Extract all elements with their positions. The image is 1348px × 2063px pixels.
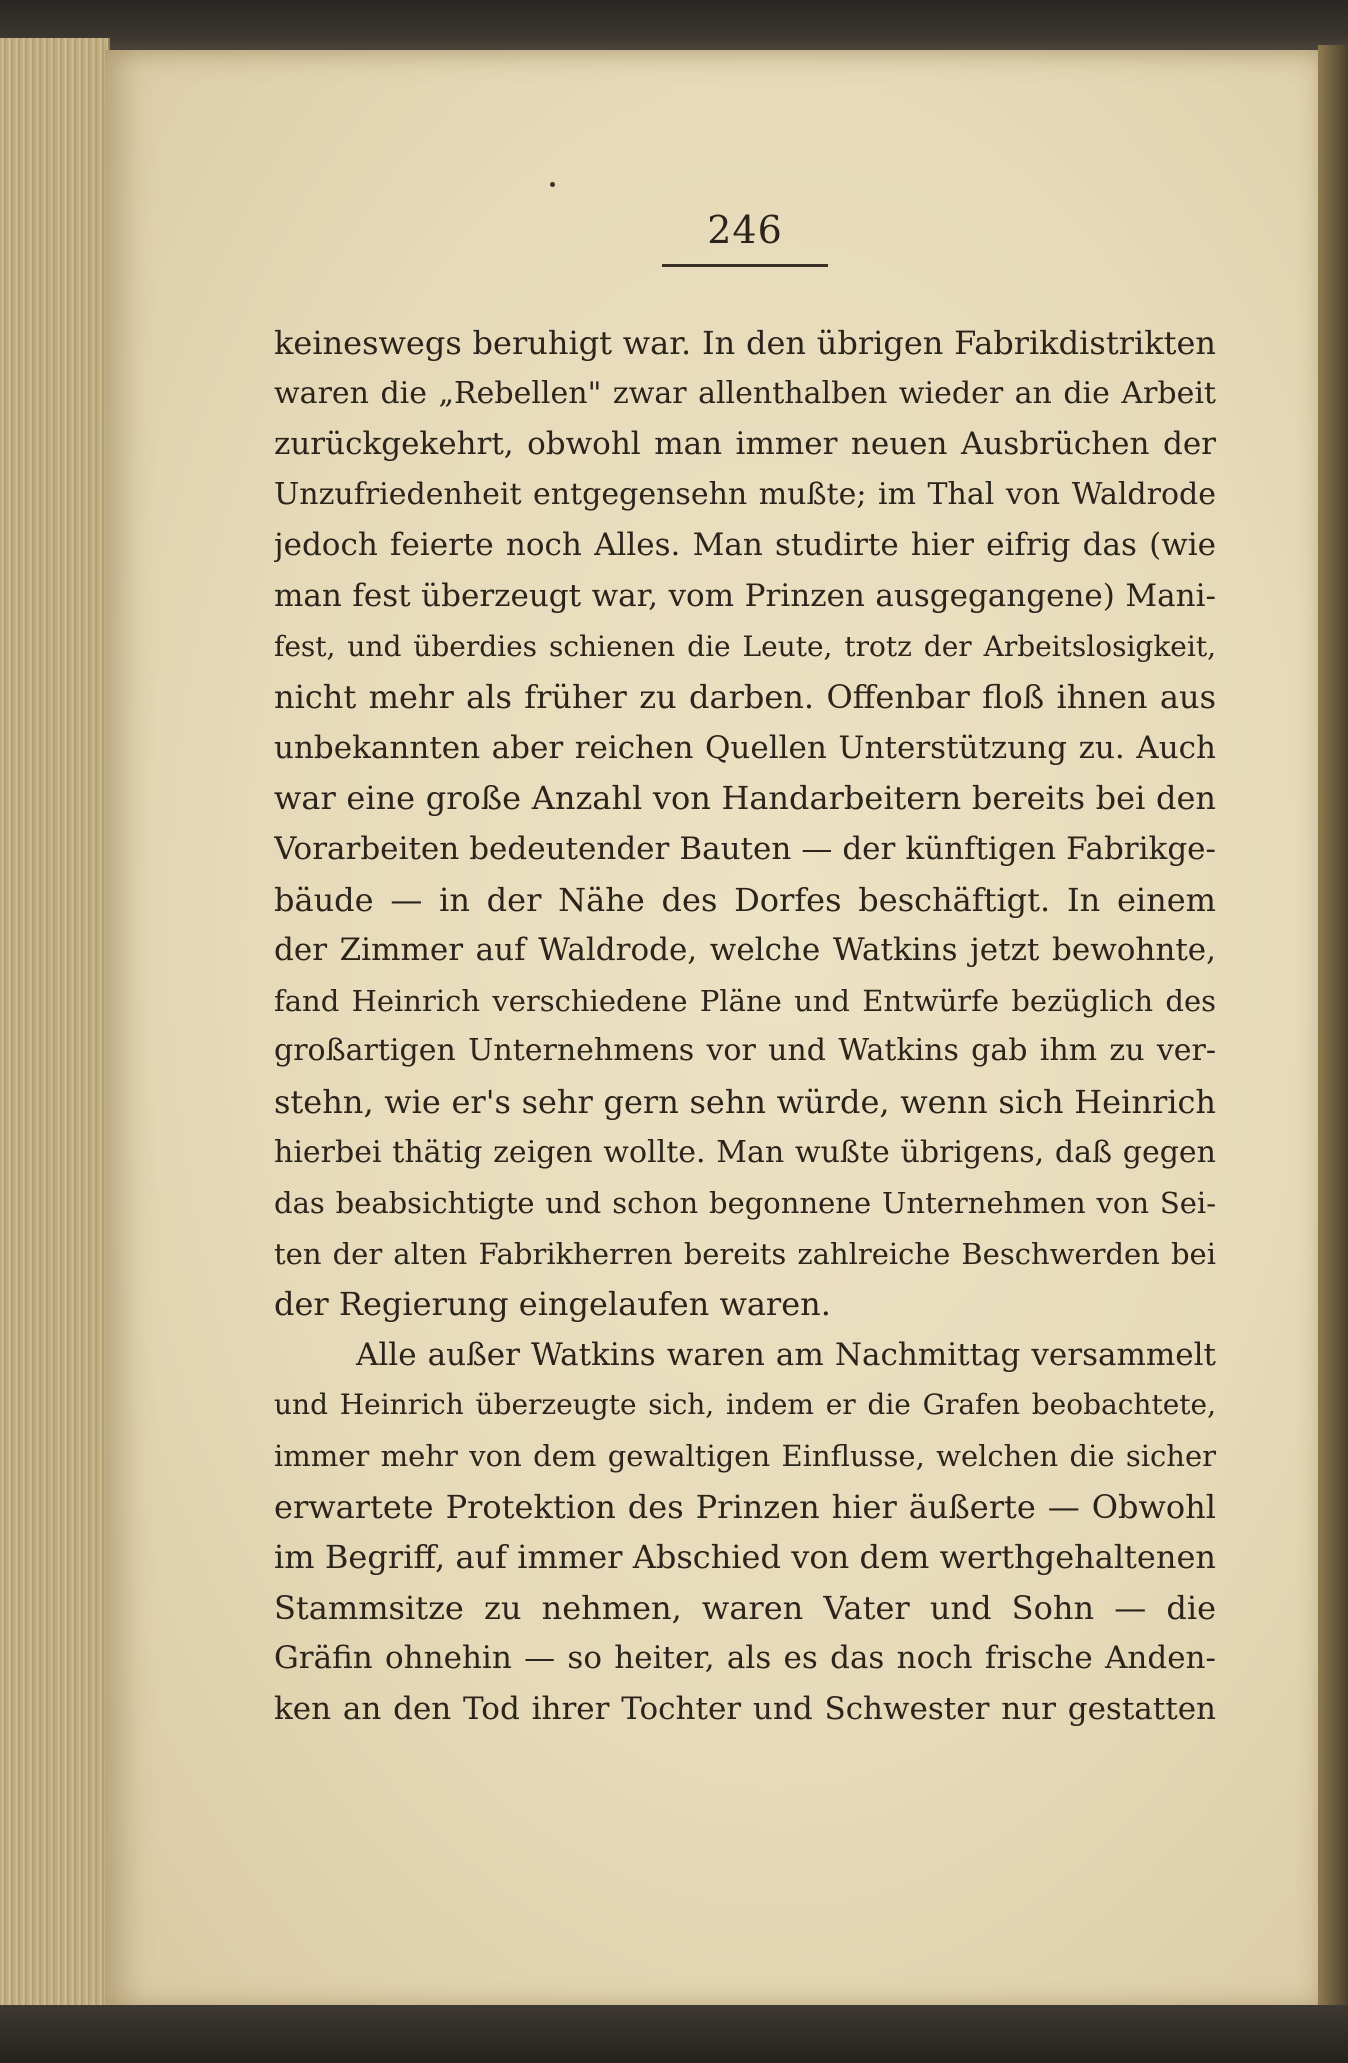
- text-line: der Zimmer auf Waldrode, welche Watkins jetzt bewohnte,: [274, 932, 1216, 969]
- binding-edge: [1318, 45, 1348, 2015]
- text-line: unbekannten aber reichen Quellen Unterstützung zu. Auch: [274, 729, 1216, 766]
- text-line: Stammsitze zu nehmen, waren Vater und Sohn — die: [274, 1588, 1216, 1627]
- text-line: fand Heinrich verschiedene Pläne und Entwürfe bezüglich des: [274, 983, 1216, 1018]
- page-stack-edges: [0, 38, 110, 2023]
- text-line: immer mehr von dem gewaltigen Einflusse, welchen die sicher: [274, 1439, 1216, 1474]
- text-line: Alle außer Watkins waren am Nachmittag versammelt: [356, 1336, 1216, 1373]
- text-line: war eine große Anzahl von Handarbeitern bereits bei den: [274, 779, 1216, 818]
- page-header: [660, 208, 830, 267]
- text-line: jedoch feierte noch Alles. Man studirte hier eifrig das (wie: [274, 527, 1216, 564]
- page-number: 246: [707, 208, 783, 252]
- text-line: und Heinrich überzeugte sich, indem er die Grafen beobachtete,: [274, 1388, 1216, 1422]
- text-line: das beabsichtigte und schon begonnene Unternehmen von Sei-: [274, 1186, 1216, 1221]
- text-line: keineswegs beruhigt war. In den übrigen Fabrikdistrikten: [274, 324, 1216, 362]
- text-line: man fest überzeugt war, vom Prinzen ausgegangene) Mani-: [274, 577, 1216, 614]
- text-line: fest, und überdies schienen die Leute, trotz der Arbeitslosigkeit,: [274, 629, 1216, 663]
- scan-background-bottom: [0, 2005, 1348, 2063]
- text-line: ken an den Tod ihrer Tochter und Schwester nur gestatten: [274, 1691, 1216, 1728]
- text-line: hierbei thätig zeigen wollte. Man wußte übrigens, daß gegen: [274, 1134, 1216, 1170]
- text-line: zurückgekehrt, obwohl man immer neuen Ausbrüchen der: [274, 426, 1216, 463]
- header-rule: [662, 264, 828, 267]
- text-line: großartigen Unternehmens vor und Watkins gab ihm zu ver-: [274, 1033, 1216, 1069]
- text-line: der Regierung eingelaufen waren.: [274, 1285, 831, 1324]
- text-line: erwartete Protektion des Prinzen hier äußerte — Obwohl: [274, 1487, 1216, 1526]
- text-line: bäude — in der Nähe des Dorfes beschäftigt. In einem: [274, 880, 1216, 919]
- text-line: Vorarbeiten bedeutender Bauten — der künftigen Fabrikge-: [274, 830, 1216, 867]
- text-line: ten der alten Fabrikherren bereits zahlreiche Beschwerden bei: [274, 1236, 1216, 1271]
- text-line: waren die „Rebellen" zwar allenthalben wieder an die Arbeit: [274, 375, 1216, 411]
- text-line: Unzufriedenheit entgegensehn mußte; im Thal von Waldrode: [274, 476, 1216, 512]
- text-line: im Begriff, auf immer Abschied von dem werthgehaltenen: [274, 1538, 1216, 1577]
- text-line: Gräfin ohnehin — so heiter, als es das noch frische Anden-: [274, 1640, 1216, 1677]
- text-line: stehn, wie er's sehr gern sehn würde, wenn sich Heinrich: [274, 1082, 1216, 1121]
- print-speck: [550, 182, 555, 187]
- body-text: [274, 318, 1216, 1735]
- text-line: nicht mehr als früher zu darben. Offenbar floß ihnen aus: [274, 678, 1216, 717]
